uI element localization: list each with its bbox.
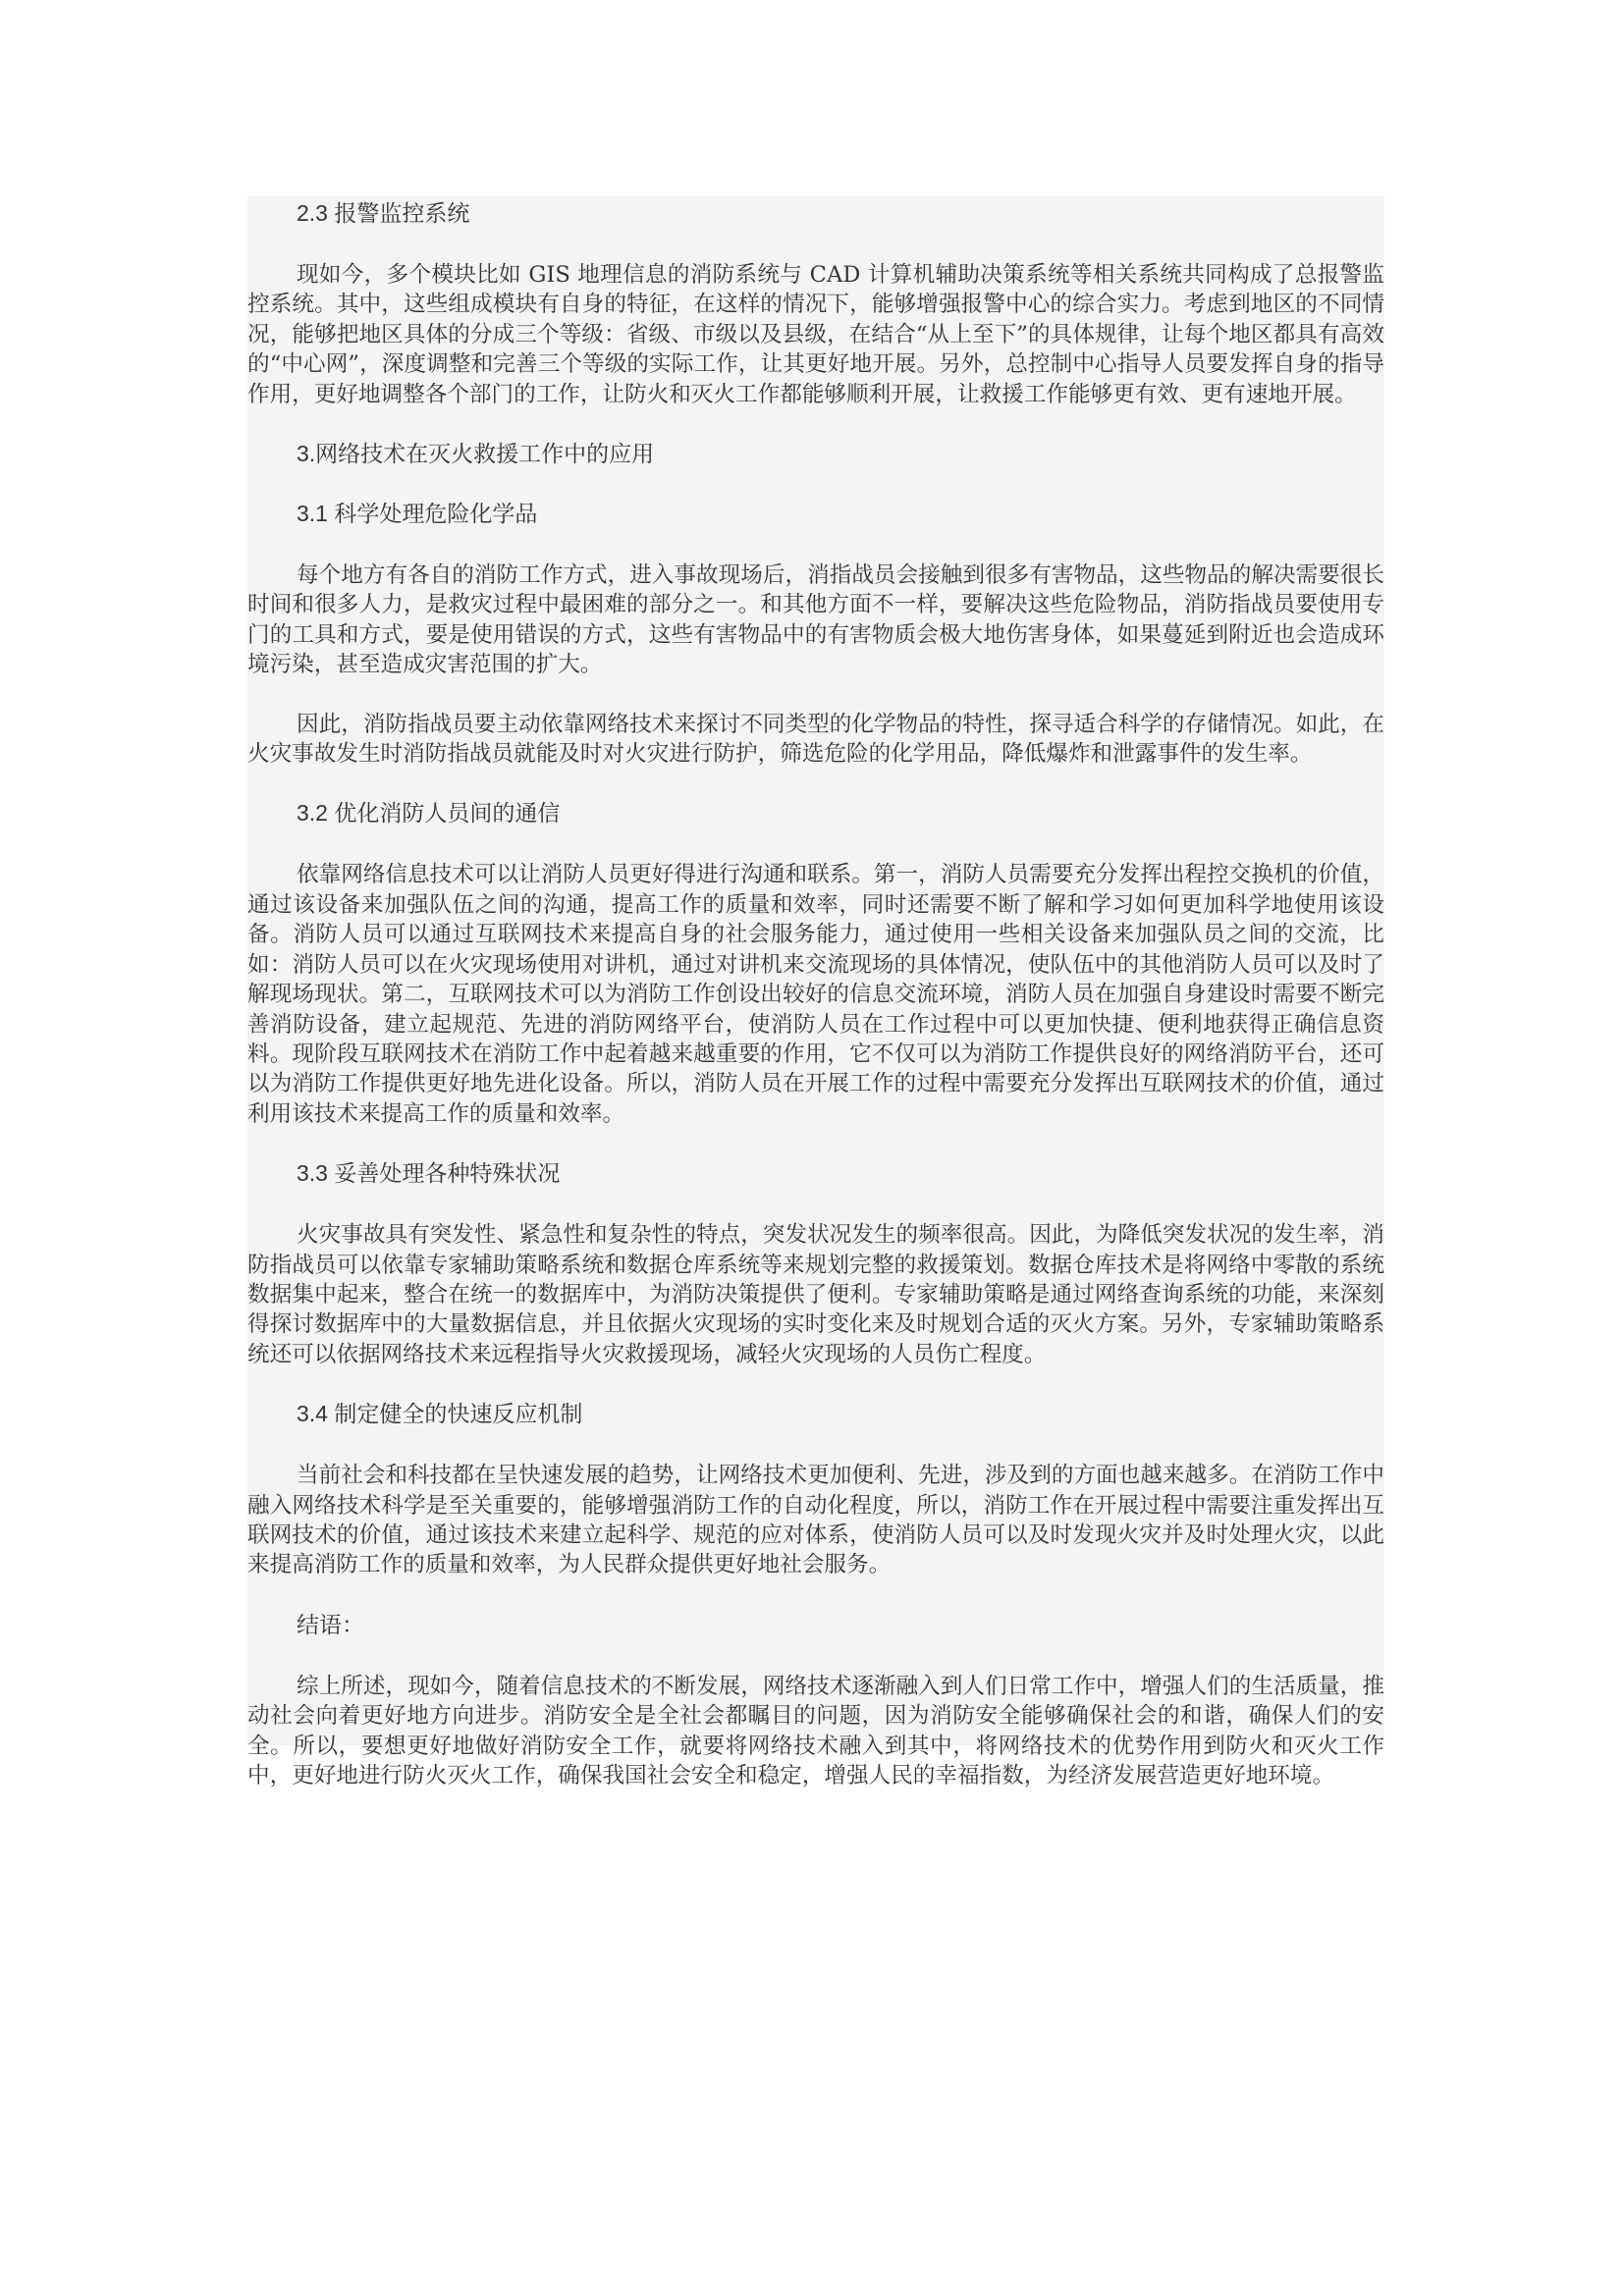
section-heading-3-2: 3.2 优化消防人员间的通信 — [297, 800, 561, 827]
paragraph-alarm-monitoring: 现如今，多个模块比如 GIS 地理信息的消防系统与 CAD 计算机辅助决策系统等相关系统共同构成了总报警监控系统。其中，这些组成模块有自身的特征，在这样的情况下，能够增强报警中心的综合实力。考虑到地区的不同情况，能够把地区具体的分成三个等级：省级、市级以及县级，在结合“从上至下”的具体规律，让每个地区都具有高效的“中心网”，深度调整和完善三个等级的实际工作，让其更好地开展。另外，总控制中心指导人员要发挥自身的指导作用，更好地调整各个部门的工作，让防火和灭火工作都能够顺利开展，让救援工作能够更有效、更有速地开展。 — [247, 262, 1384, 407]
section-heading-3-3: 3.3 妥善处理各种特殊状况 — [297, 1160, 561, 1187]
section-heading-3: 3.网络技术在灭火救援工作中的应用 — [297, 441, 655, 467]
section-heading-conclusion: 结语： — [297, 1611, 364, 1637]
section-heading-3-4: 3.4 制定健全的快速反应机制 — [297, 1401, 583, 1427]
paragraph-rapid-response: 当前社会和科技都在呈快速发展的趋势，让网络技术更加便利、先进，涉及到的方面也越来越多。在消防工作中融入网络技术科学是至关重要的，能够增强消防工作的自动化程度，所以，消防工作在开展过程中需要注重发挥出互联网技术的价值，通过该技术来建立起科学、规范的应对体系，使消防人员可以及时发现火灾并及时处理火灾，以此来提高消防工作的质量和效率，为人民群众提供更好地社会服务。 — [247, 1463, 1384, 1578]
paragraph-conclusion: 综上所述，现如今，随着信息技术的不断发展，网络技术逐渐融入到人们日常工作中，增强人们的生活质量，推动社会向着更好地方向进步。消防安全是全社会都瞩目的问题，因为消防安全能够确保社会的和谐，确保人们的安全。所以，要想更好地做好消防安全工作，就要将网络技术融入到其中，将网络技术的优势作用到防火和灭火工作中，更好地进行防火灭火工作，确保我国社会安全和稳定，增强人民的幸福指数，为经济发展营造更好地环境。 — [247, 1673, 1384, 1789]
paragraph-special-situations: 火灾事故具有突发性、紧急性和复杂性的特点，突发状况发生的频率很高。因此，为降低突发状况的发生率，消防指战员可以依靠专家辅助策略系统和数据仓库系统等来规划完整的救援策划。数据仓库技术是将网络中零散的系统数据集中起来，整合在统一的数据库中，为消防决策提供了便利。专家辅助策略是通过网络查询系统的功能，来深刻得探讨数据库中的大量数据信息，并且依据火灾现场的实时变化来及时规划合适的灭火方案。另外，专家辅助策略系统还可以依据网络技术来远程指导火灾救援现场，减轻火灾现场的人员伤亡程度。 — [247, 1222, 1384, 1367]
paragraph-communication: 依靠网络信息技术可以让消防人员更好得进行沟通和联系。第一，消防人员需要充分发挥出程控交换机的价值，通过该设备来加强队伍之间的沟通，提高工作的质量和效率，同时还需要不断了解和学习如何更加科学地使用该设备。消防人员可以通过互联网技术来提高自身的社会服务能力，通过使用一些相关设备来加强队员之间的交流，比如：消防人员可以在火灾现场使用对讲机，通过对讲机来交流现场的具体情况，使队伍中的其他消防人员可以及时了解现场现状。第二，互联网技术可以为消防工作创设出较好的信息交流环境，消防人员在加强自身建设时需要不断完善消防设备，建立起规范、先进的消防网络平台，使消防人员在工作过程中可以更加快捷、便利地获得正确信息资料。现阶段互联网技术在消防工作中起着越来越重要的作用，它不仅可以为消防工作提供良好的网络消防平台，还可以为消防工作提供更好地先进化设备。所以，消防人员在开展工作的过程中需要充分发挥出互联网技术的价值，通过利用该技术来提高工作的质量和效率。 — [247, 862, 1384, 1127]
paragraph-chemical-properties: 因此，消防指战员要主动依靠网络技术来探讨不同类型的化学物品的特性，探寻适合科学的存储情况。如此，在火灾事故发生时消防指战员就能及时对火灾进行防护，筛选危险的化学用品，降低爆炸和泄露事件的发生率。 — [247, 711, 1384, 768]
paragraph-hazardous-chemicals: 每个地方有各自的消防工作方式，进入事故现场后，消指战员会接触到很多有害物品，这些物品的解决需要很长时间和很多人力，是救灾过程中最困难的部分之一。和其他方面不一样，要解决这些危险物品，消防指战员要使用专门的工具和方式，要是使用错误的方式，这些有害物品中的有害物质会极大地伤害身体，如果蔓延到附近也会造成环境污染，甚至造成灾害范围的扩大。 — [247, 562, 1384, 678]
section-heading-2-3: 2.3 报警监控系统 — [297, 200, 470, 226]
section-heading-3-1: 3.1 科学处理危险化学品 — [297, 501, 538, 527]
article-body — [247, 196, 1384, 1789]
